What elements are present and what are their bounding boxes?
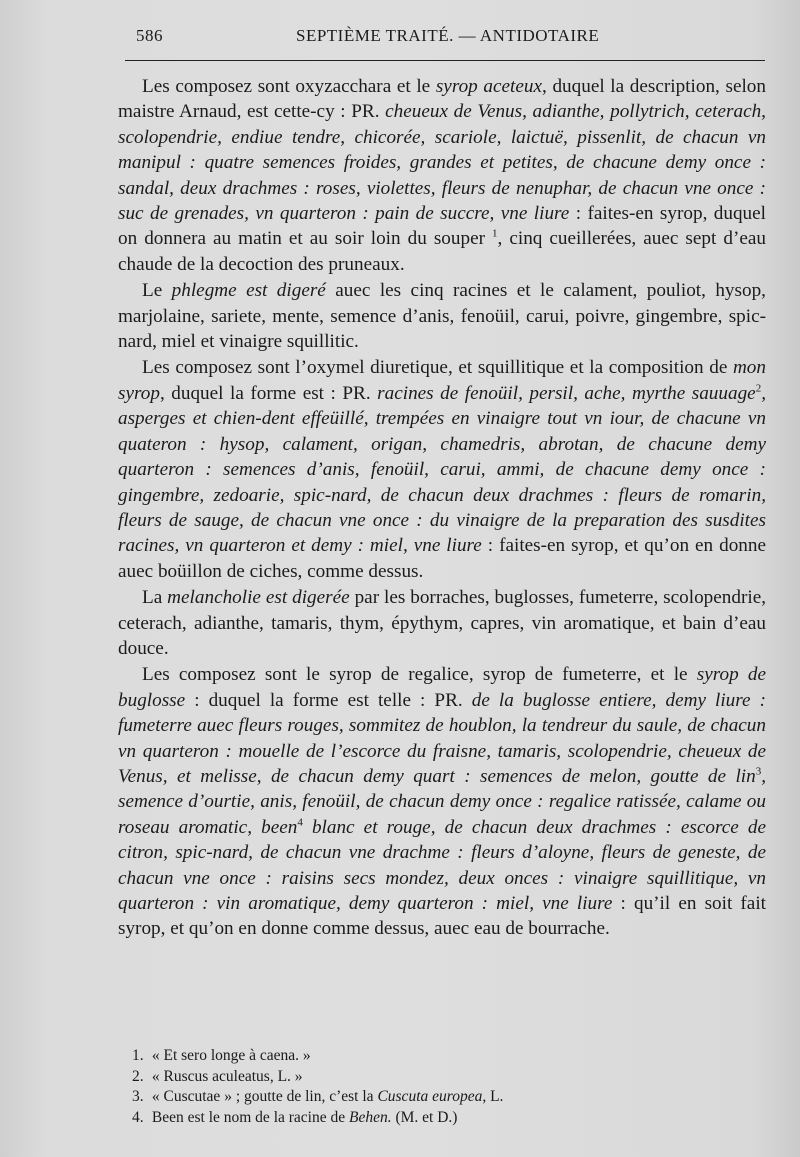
page-number: 586 xyxy=(136,26,163,45)
footnote xyxy=(132,1067,762,1088)
italic-text: mon syrop xyxy=(118,357,766,404)
footnote-number: 2. xyxy=(132,1067,144,1085)
footnote-number: 4. xyxy=(132,1108,144,1126)
paragraph xyxy=(118,585,766,661)
text-run: Les composez sont oxyzacchara et le xyxy=(142,76,436,97)
text-run: : duquel la forme est telle : PR. xyxy=(185,689,472,711)
text-run: , duquel la forme est : PR. xyxy=(159,382,378,404)
paragraph xyxy=(118,355,766,584)
text-run: La xyxy=(142,587,168,609)
text-run: « Et sero longe à caena. » xyxy=(148,1047,311,1064)
footnote-number: 1. xyxy=(132,1047,144,1064)
footnote xyxy=(132,1087,762,1108)
italic-text: , semence d’ourtie, anis, fenoüil, de chacun demy once : regalice ratissée, calame ou roseau aromatic, been xyxy=(118,765,766,838)
text-run: , duquel la description, selon maistre Arnaud, est cette-cy : PR. xyxy=(118,76,766,123)
italic-text: Cuscuta europea xyxy=(377,1088,483,1105)
text-run: auec les cinq racines et le calament, pouliot, hysop, marjolaine, sariete, mente, semence d’anis, fenoüil, carui, poivre, gingembre, spic-nard, miel et vinaigre squillitic. xyxy=(118,280,766,353)
italic-text: cheueux de Venus, adianthe, pollytrich, ceterach, scolopendrie, endiue tendre, chicorée, scariole, laictuë, pissenlit, de chacun vn manipul : quatre semences froides, grandes et petites, de chacune demy once : sandal, deux drachmes : roses, violettes, fleurs de nenuphar, de chacun vne once : suc de grenades, vn quarteron : pain de succre, vne liure xyxy=(118,101,766,225)
text-run: « Cuscutae » ; goutte de lin, c’est la xyxy=(148,1088,378,1105)
text-run: « Ruscus aculeatus, L. » xyxy=(148,1067,303,1085)
italic-text: phlegme est digeré xyxy=(171,280,326,302)
page-header xyxy=(118,24,766,48)
text-run: Les composez sont l’oxymel diuretique, et squillitique et la composition de xyxy=(142,357,733,379)
paragraph xyxy=(118,278,766,354)
footnote xyxy=(132,1108,762,1129)
text-run: Been est le nom de la racine de xyxy=(148,1108,349,1126)
text-run: , cinq cueillerées, auec sept d’eau chaude de la decoction des pruneaux. xyxy=(118,228,766,275)
footnote-ref: 2 xyxy=(755,382,762,395)
text-run: par les borraches, buglosses, fumeterre, scolopendrie, ceterach, adianthe, tamaris, thym, épythym, capres, vin aromatique, et bain d’eau douce. xyxy=(118,587,767,659)
footnotes xyxy=(132,1046,762,1128)
footnote-ref: 3 xyxy=(755,765,762,778)
running-title: SEPTIÈME TRAITÉ. — ANTIDOTAIRE xyxy=(296,26,600,45)
paragraph xyxy=(118,662,766,941)
footnote-ref: 4 xyxy=(297,816,303,829)
text-run: Le xyxy=(142,280,172,302)
text-run: (M. et D.) xyxy=(391,1108,458,1126)
text-run: , L. xyxy=(482,1088,504,1105)
main-text xyxy=(118,74,766,942)
italic-text: syrop aceteux xyxy=(435,76,542,97)
italic-text: Behen. xyxy=(349,1108,392,1126)
footnote-number: 3. xyxy=(132,1088,144,1105)
footnote xyxy=(132,1046,762,1067)
italic-text: syrop de buglosse xyxy=(118,664,766,711)
text-run: : qu’il en soit fait syrop, et qu’on en donne comme dessus, auec eau de bourrache. xyxy=(118,893,766,940)
italic-text: , asperges et chien-dent effeüillé, trempées en vinaigre tout vn iour, de chacune vn quateron : hysop, calament, origan, chamedris, abrotan, de chacune demy quarteron : semences d’anis, fenoüil, carui, ammi, de chacune demy once : gingembre, zedoarie, spic-nard, de chacun deux drachmes : fleurs de romarin, fleurs de sauge, de chacun vne once : du vinaigre de la preparation des susdites racines, vn quarteron et demy : miel, vne liure xyxy=(118,382,766,557)
footnote-ref: 1 xyxy=(492,228,498,241)
text-run: : faites-en syrop, duquel on donnera au matin et au soir loin du souper xyxy=(118,203,766,250)
italic-text: melancholie est digerée xyxy=(167,587,350,609)
italic-text: blanc et rouge, de chacun deux drachmes : escorce de citron, spic-nard, de chacun vne drachme : fleurs d’aloyne, fleurs de geneste, de chacun vne once : raisins secs mondez, deux onces : vinaigre squillitique, vn quarteron : vin aromatique, demy quarteron : miel, vne liure xyxy=(118,816,766,914)
paragraph xyxy=(118,74,766,277)
header-rule xyxy=(125,60,765,61)
text-run: : faites-en syrop, et qu’on en donne auec boüillon de ciches, comme dessus. xyxy=(118,535,766,582)
italic-text: de la buglosse entiere, demy liure : fumeterre auec fleurs rouges, sommitez de houblon, la tendreur du saule, de chacun vn quarteron : mouelle de l’escorce du fraisne, tamaris, scolopendrie, cheueux de Venus, et melisse, de chacun demy quart : semences de melon, goutte de lin xyxy=(118,689,766,787)
text-run: Les composez sont le syrop de regalice, syrop de fumeterre, et le xyxy=(142,664,697,686)
italic-text: racines de fenoüil, persil, ache, myrthe sauuage xyxy=(377,382,756,404)
